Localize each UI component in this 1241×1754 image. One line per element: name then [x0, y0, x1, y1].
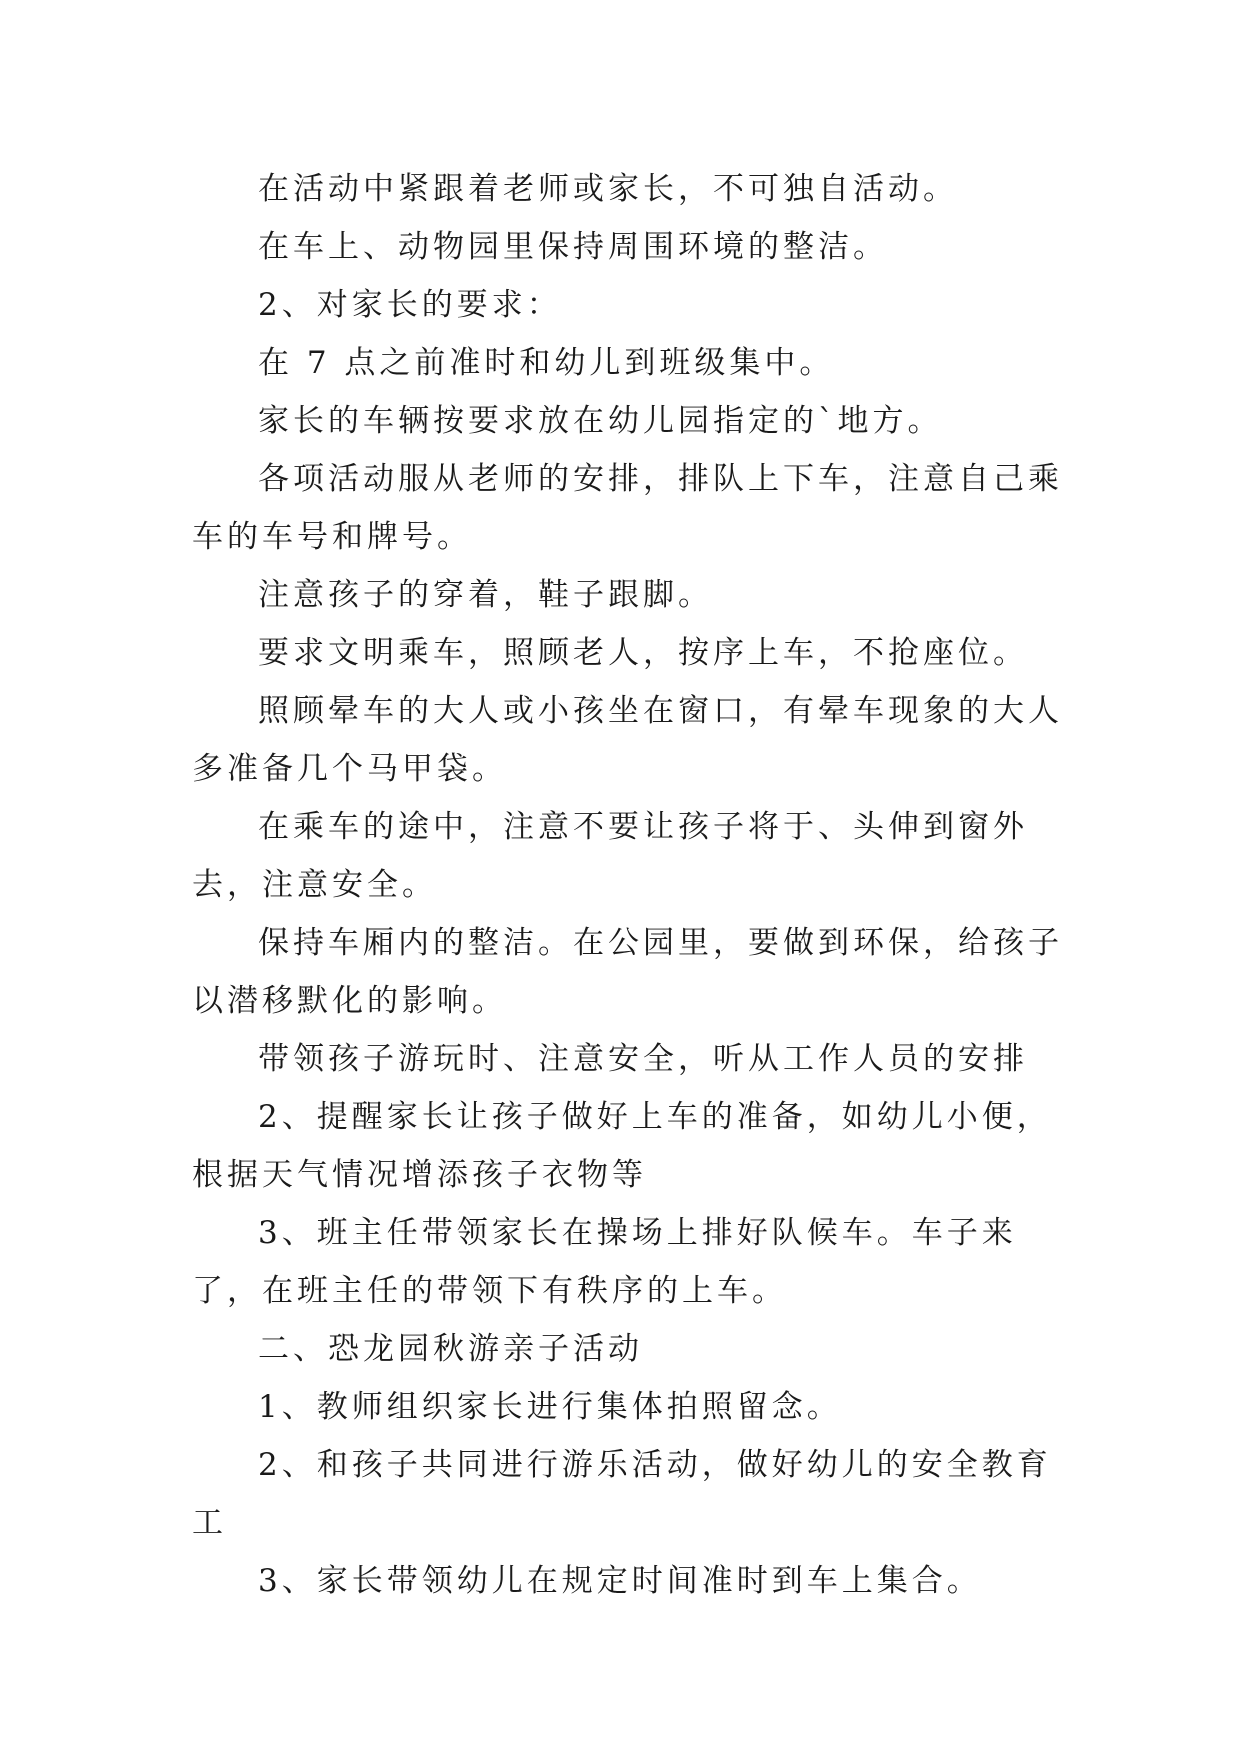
paragraph: 2、和孩子共同进行游乐活动，做好幼儿的安全教育工: [192, 1447, 1052, 1541]
paragraph: 在 7 点之前准时和幼儿到班级集中。: [258, 345, 835, 381]
section-heading: 二、恐龙园秋游亲子活动: [258, 1331, 643, 1367]
paragraph: 2、提醒家长让孩子做好上车的准备，如幼儿小便，根据天气情况增添孩子衣物等: [192, 1099, 1052, 1193]
paragraph: 在乘车的途中，注意不要让孩子将于、头伸到窗外去，注意安全。: [192, 809, 1028, 903]
paragraph: 2、对家长的要求：: [258, 287, 562, 323]
paragraph: 1、教师组织家长进行集体拍照留念。: [258, 1389, 842, 1425]
paragraph: 注意孩子的穿着，鞋子跟脚。: [258, 577, 713, 613]
paragraph: 在活动中紧跟着老师或家长，不可独自活动。: [258, 171, 958, 207]
paragraph: 要求文明乘车，照顾老人，按序上车，不抢座位。: [258, 635, 1028, 671]
paragraph: 家长的车辆按要求放在幼儿园指定的`地方。: [258, 403, 943, 439]
paragraph: 照顾晕车的大人或小孩坐在窗口，有晕车现象的大人多准备几个马甲袋。: [192, 693, 1063, 787]
paragraph: 保持车厢内的整洁。在公园里，要做到环保，给孩子以潜移默化的影响。: [192, 925, 1063, 1019]
paragraph: 3、班主任带领家长在操场上排好队候车。车子来了，在班主任的带领下有秩序的上车。: [192, 1215, 1017, 1309]
paragraph: 带领孩子游玩时、注意安全，听从工作人员的安排: [258, 1041, 1028, 1077]
paragraph: 3、家长带领幼儿在规定时间准时到车上集合。: [258, 1563, 982, 1599]
paragraph: 在车上、动物园里保持周围环境的整洁。: [258, 229, 888, 265]
paragraph: 各项活动服从老师的安排，排队上下车，注意自己乘车的车号和牌号。: [192, 461, 1063, 555]
document-body: [192, 160, 1072, 1610]
